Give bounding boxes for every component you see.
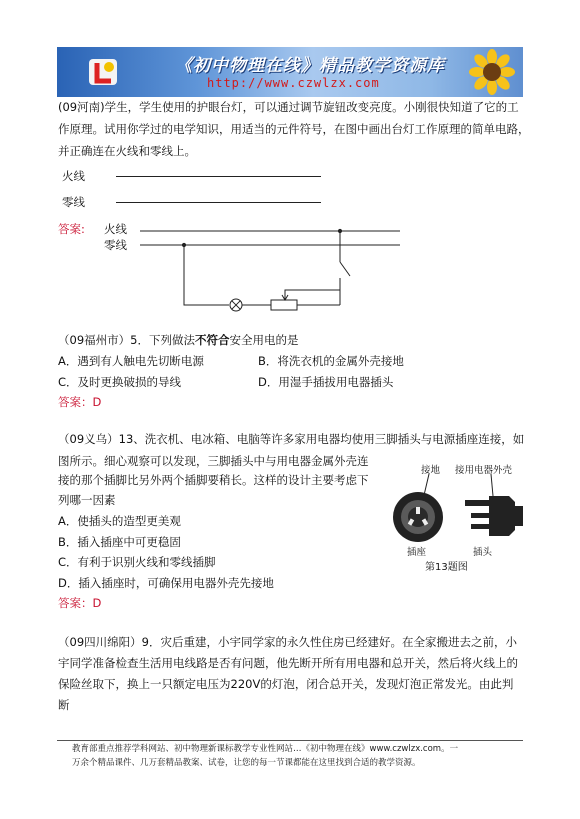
q3-option-c: C．有利于识别火线和零线插脚 [58,555,216,569]
socket-icon [393,492,443,542]
fig-label-socket: 插座 [407,547,427,558]
q2-option-c: C．及时更换破损的导线 [58,375,182,389]
slider-wire [285,290,340,305]
q4-line4: 断 [58,698,70,712]
banner-url[interactable]: http://www.czwlzx.com [207,76,380,90]
q3-line2: 图所示。细心观察可以发现，三脚插头中与用电器金属外壳连 [58,454,369,468]
q2-option-a: A．遇到有人触电先切断电源 [58,354,204,368]
footer-line2: 万余个精品课件、几万套精品教案、试卷，让您的每一节课都能在这里找到合适的教学资源。 [72,758,421,768]
q2-answer: 答案：D [58,395,102,409]
fig-label-plug: 插头 [473,547,493,558]
footer-line1: 教育部重点推荐学科网站、初中物理新课标教学专业性网站…《初中物理在线》www.czwlzx.com。一 [72,744,459,754]
q3-answer: 答案：D [58,596,102,610]
q1-zero-label: 零线 [62,195,85,209]
q3-line3: 接的那个插脚比另外两个插脚要稍长。这样的设计主要考虑下 [58,473,369,487]
q1-ans-zero-label: 零线 [104,238,127,252]
lamp-icon [230,299,242,311]
q2-stem [58,329,298,351]
q4-line1: （09四川绵阳）9．灾后重建，小宇同学家的永久性住房已经建好。在全家搬进去之前，小 [58,635,517,649]
q1-fire-label: 火线 [62,169,85,183]
switch-icon [340,262,350,276]
q4-line3: 保险丝取下，换上一只额定电压为220V的灯泡，闭合总开关，发现灯泡正常发光。由此判 [58,677,514,691]
q1-line2: 作原理。试用你学过的电学知识，用适当的元件符号，在图中画出台灯工作原理的简单电路， [58,122,530,136]
q4-line2: 宇同学准备检查生活用电线路是否有问题，他先断开所有用电器和总开关，然后将火线上的 [58,656,518,670]
q3-line4: 列哪一因素 [58,493,116,507]
q1-answer-label: 答案: [58,222,85,236]
plug-icon [465,496,523,536]
q1-ans-fire-label: 火线 [104,222,127,236]
banner-title: 《初中物理在线》精品教学资源库 [175,56,445,76]
fig-label-ground: 接地 [421,465,441,476]
q2-stem-bold: 不符合 [194,333,230,347]
q3-option-a: A．使插头的造型更美观 [58,514,181,528]
left-wire [184,245,229,305]
q1-line1: (09河南)学生，学生使用的护眼台灯，可以通过调节旋钮改变亮度。小刚很快知道了它的工 [58,100,519,114]
rheostat-icon [271,300,297,310]
q1-line3: 并正确连在火线和零线上。 [58,144,196,158]
q3-option-b: B．插入插座中可更稳固 [58,535,181,549]
q2-option-b: B．将洗衣机的金属外壳接地 [258,354,404,368]
plug-socket-figure [385,462,525,574]
q3-line1: （09义乌）13、洗衣机、电冰箱、电脑等许多家用电器均使用三脚插头与电源插座连接，如 [58,432,525,446]
footer-divider [57,740,523,741]
fig-label-shell: 接用电器外壳 [455,465,513,476]
q3-option-d: D．插入插座时，可确保用电器外壳先接地 [58,576,274,590]
q2-stem-post: 安全用电的是 [229,333,299,347]
q2-stem-pre: （09福州市）5．下列做法 [58,333,195,347]
q2-option-d: D．用湿手插拔用电器插头 [258,375,394,389]
circuit-diagram [0,0,580,330]
fig-caption: 第13题图 [425,562,468,573]
